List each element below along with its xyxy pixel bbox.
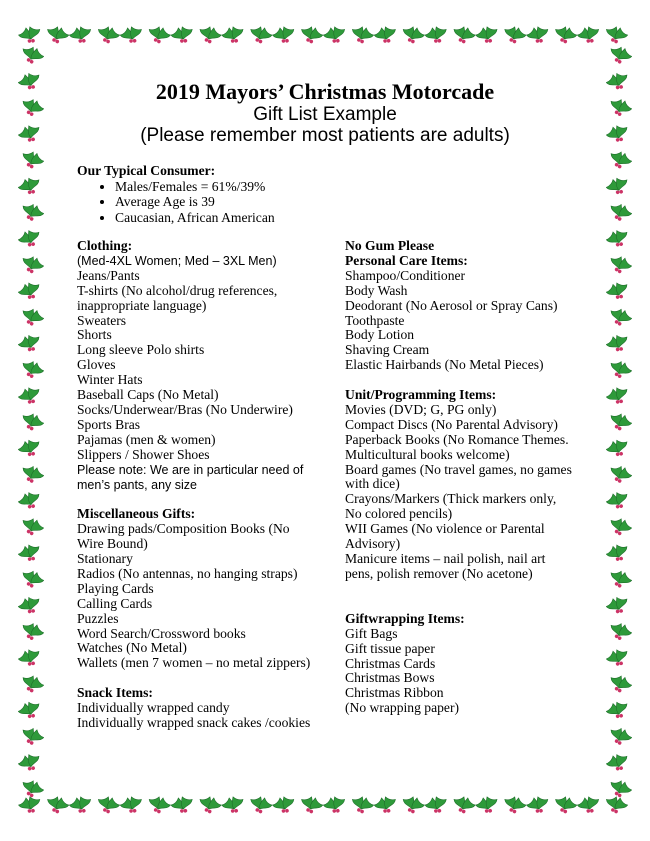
snack-heading: Snack Items: xyxy=(77,685,153,701)
holly-sprig-icon xyxy=(19,201,44,224)
clothing-item: Pajamas (men & women) xyxy=(77,431,216,447)
holly-sprig-icon xyxy=(451,25,476,46)
holly-sprig-icon xyxy=(350,795,375,816)
holly-sprig-icon xyxy=(19,463,44,486)
holly-sprig-icon xyxy=(576,795,601,816)
holly-sprig-icon xyxy=(474,25,499,46)
holly-sprig-icon xyxy=(18,332,43,355)
holly-sprig-icon xyxy=(18,542,43,565)
holly-sprig-icon xyxy=(96,25,121,46)
unit-item: Movies (DVD; G, PG only) xyxy=(345,401,497,417)
holly-sprig-icon xyxy=(299,795,324,816)
page-subnote: (Please remember most patients are adults) xyxy=(140,125,510,146)
holly-sprig-icon xyxy=(19,516,44,539)
holly-sprig-icon xyxy=(424,795,449,816)
holly-border-top xyxy=(18,20,632,46)
giftwrap-item: (No wrapping paper) xyxy=(345,700,459,716)
unit-item: Compact Discs (No Parental Advisory) xyxy=(345,416,558,432)
holly-sprig-icon xyxy=(607,149,632,172)
unit-item: Crayons/Markers (Thick markers only, No colored pencils) xyxy=(345,491,557,522)
giftwrap-item: Christmas Bows xyxy=(345,670,435,686)
clothing-item: Gloves xyxy=(77,357,116,373)
personal-item: Body Lotion xyxy=(345,327,415,343)
holly-sprig-icon xyxy=(197,795,222,816)
holly-sprig-icon xyxy=(553,25,578,46)
holly-sprig-icon xyxy=(322,795,347,816)
holly-sprig-icon xyxy=(606,490,631,513)
consumer-list xyxy=(77,179,597,226)
holly-sprig-icon xyxy=(170,25,195,46)
personal-item: Shaving Cream xyxy=(345,342,430,358)
holly-sprig-icon xyxy=(271,795,296,816)
clothing-item: Jeans/Pants xyxy=(77,267,140,283)
holly-sprig-icon xyxy=(607,516,632,539)
holly-sprig-icon xyxy=(606,594,631,617)
misc-item: Radios (No antennas, no hanging straps) xyxy=(77,565,298,581)
holly-sprig-icon xyxy=(45,795,70,816)
holly-sprig-icon xyxy=(119,795,144,816)
holly-sprig-icon xyxy=(607,568,632,591)
holly-sprig-icon xyxy=(350,25,375,46)
holly-sprig-icon xyxy=(607,673,632,696)
misc-item: Watches (No Metal) xyxy=(77,640,187,656)
holly-sprig-icon xyxy=(607,621,632,644)
holly-sprig-icon xyxy=(606,752,631,775)
misc-heading: Miscellaneous Gifts: xyxy=(77,506,196,522)
giftwrap-heading: Giftwrapping Items: xyxy=(345,610,465,626)
consumer-bullet: • Males/Females = 61%/39% xyxy=(115,179,597,195)
misc-item: Word Search/Crossword books xyxy=(77,625,246,641)
holly-sprig-icon xyxy=(170,795,195,816)
giftwrap-item: Gift Bags xyxy=(345,625,398,641)
consumer-bullet: • Average Age is 39 xyxy=(115,194,597,210)
clothing-item: T-shirts (No alcohol/drug references, inappropriate language) xyxy=(77,282,278,313)
giftwrap-item: Christmas Cards xyxy=(345,655,436,671)
giftwrap-item: Gift tissue paper xyxy=(345,640,435,656)
holly-sprig-icon xyxy=(607,254,632,277)
holly-sprig-icon xyxy=(606,699,631,722)
unit-item: Manicure items – nail polish, nail art pens, polish remover (No acetone) xyxy=(345,551,546,581)
clothing-item: Socks/Underwear/Bras (No Underwire) xyxy=(77,401,293,417)
holly-sprig-icon xyxy=(18,385,43,408)
personal-item: Shampoo/Conditioner xyxy=(345,267,466,283)
holly-sprig-icon xyxy=(502,25,527,46)
holly-sprig-icon xyxy=(525,795,550,816)
holly-sprig-icon xyxy=(18,699,43,722)
giftwrap-item: Christmas Ribbon xyxy=(345,685,444,701)
holly-sprig-icon xyxy=(607,463,632,486)
page-subtitle: Gift List Example xyxy=(253,104,397,125)
holly-sprig-icon xyxy=(18,280,43,303)
holly-sprig-icon xyxy=(400,795,425,816)
clothing-sizes: (Med-4XL Women; Med – 3XL Men) xyxy=(77,253,277,268)
holly-sprig-icon xyxy=(607,359,632,382)
page-title: 2019 Mayors’ Christmas Motorcade xyxy=(155,79,495,104)
holly-sprig-icon xyxy=(19,359,44,382)
holly-sprig-icon xyxy=(19,673,44,696)
misc-item: Stationary xyxy=(77,551,133,567)
holly-sprig-icon xyxy=(525,25,550,46)
holly-sprig-icon xyxy=(451,795,476,816)
left-column xyxy=(77,239,317,731)
misc-item: Drawing pads/Composition Books (No Wire Bound) xyxy=(77,521,290,552)
holly-sprig-icon xyxy=(19,254,44,277)
personal-item: Toothpaste xyxy=(345,312,405,328)
holly-sprig-icon xyxy=(400,25,425,46)
holly-sprig-icon xyxy=(474,795,499,816)
misc-item: Playing Cards xyxy=(77,580,154,596)
holly-sprig-icon xyxy=(19,725,44,748)
holly-sprig-icon xyxy=(197,25,222,46)
holly-sprig-icon xyxy=(607,725,632,748)
clothing-item: Long sleeve Polo shirts xyxy=(77,342,205,358)
holly-sprig-icon xyxy=(220,795,245,816)
holly-sprig-icon xyxy=(45,25,70,46)
holly-sprig-icon xyxy=(373,795,398,816)
holly-sprig-icon xyxy=(96,795,121,816)
personal-item: Elastic Hairbands (No Metal Pieces) xyxy=(345,357,544,373)
holly-sprig-icon xyxy=(607,201,632,224)
clothing-item: Winter Hats xyxy=(77,372,143,388)
holly-sprig-icon xyxy=(18,594,43,617)
holly-sprig-icon xyxy=(18,437,43,460)
right-column xyxy=(345,239,575,716)
holly-sprig-icon xyxy=(19,411,44,434)
personal-heading: Personal Care Items: xyxy=(345,252,468,268)
holly-sprig-icon xyxy=(606,385,631,408)
holly-sprig-icon xyxy=(607,778,632,801)
snack-item: Individually wrapped snack cakes /cookies xyxy=(77,714,311,730)
holly-sprig-icon xyxy=(607,306,632,329)
holly-sprig-icon xyxy=(606,175,631,198)
clothing-item: Sports Bras xyxy=(77,416,141,432)
holly-sprig-icon xyxy=(606,228,631,251)
holly-sprig-icon xyxy=(248,795,273,816)
holly-sprig-icon xyxy=(606,280,631,303)
holly-sprig-icon xyxy=(19,149,44,172)
consumer-heading: Our Typical Consumer: xyxy=(77,163,216,178)
holly-border-bottom xyxy=(18,790,632,816)
holly-sprig-icon xyxy=(502,795,527,816)
typical-consumer-section xyxy=(77,163,597,225)
misc-item: Puzzles xyxy=(77,610,119,626)
holly-sprig-icon xyxy=(68,25,93,46)
holly-sprig-icon xyxy=(606,542,631,565)
clothing-heading: Clothing: xyxy=(77,238,133,253)
misc-item: Wallets (men 7 women – no metal zippers) xyxy=(77,655,311,671)
holly-sprig-icon xyxy=(248,25,273,46)
holly-sprig-icon xyxy=(373,25,398,46)
holly-sprig-icon xyxy=(19,44,44,67)
holly-sprig-icon xyxy=(18,490,43,513)
snack-item: Individually wrapped candy xyxy=(77,700,230,716)
holly-sprig-icon xyxy=(607,44,632,67)
holly-sprig-icon xyxy=(18,228,43,251)
holly-sprig-icon xyxy=(553,795,578,816)
holly-sprig-icon xyxy=(68,795,93,816)
holly-sprig-icon xyxy=(19,568,44,591)
holly-sprig-icon xyxy=(299,25,324,46)
holly-sprig-icon xyxy=(607,411,632,434)
clothing-item: Shorts xyxy=(77,327,112,343)
holly-sprig-icon xyxy=(18,752,43,775)
holly-sprig-icon xyxy=(606,332,631,355)
personal-item: Deodorant (No Aerosol or Spray Cans) xyxy=(345,297,558,313)
clothing-item: Slippers / Shower Shoes xyxy=(77,446,210,462)
clothing-item: Sweaters xyxy=(77,312,127,328)
holly-sprig-icon xyxy=(19,621,44,644)
holly-sprig-icon xyxy=(576,25,601,46)
holly-sprig-icon xyxy=(606,437,631,460)
holly-sprig-icon xyxy=(146,25,171,46)
holly-sprig-icon xyxy=(19,306,44,329)
misc-item: Calling Cards xyxy=(77,595,153,611)
holly-sprig-icon xyxy=(271,25,296,46)
holly-sprig-icon xyxy=(19,778,44,801)
no-gum-note: No Gum Please xyxy=(345,238,435,253)
clothing-item: Baseball Caps (No Metal) xyxy=(77,387,219,403)
clothing-note: Please note: We are in particular need of men’s pants, any size xyxy=(77,462,304,492)
holly-sprig-icon xyxy=(220,25,245,46)
unit-item: WII Games (No violence or Parental Advisory) xyxy=(345,521,545,552)
holly-sprig-icon xyxy=(424,25,449,46)
holly-sprig-icon xyxy=(18,647,43,670)
unit-item: Board games (No travel games, no games with dice) xyxy=(345,461,572,492)
consumer-bullet: • Caucasian, African American xyxy=(115,210,597,226)
holly-sprig-icon xyxy=(18,175,43,198)
holly-sprig-icon xyxy=(146,795,171,816)
unit-item: Paperback Books (No Romance Themes. Multicultural books welcome) xyxy=(345,431,569,462)
holly-sprig-icon xyxy=(119,25,144,46)
personal-item: Body Wash xyxy=(345,282,408,298)
unit-heading: Unit/Programming Items: xyxy=(345,387,497,403)
holly-sprig-icon xyxy=(322,25,347,46)
holly-sprig-icon xyxy=(606,647,631,670)
